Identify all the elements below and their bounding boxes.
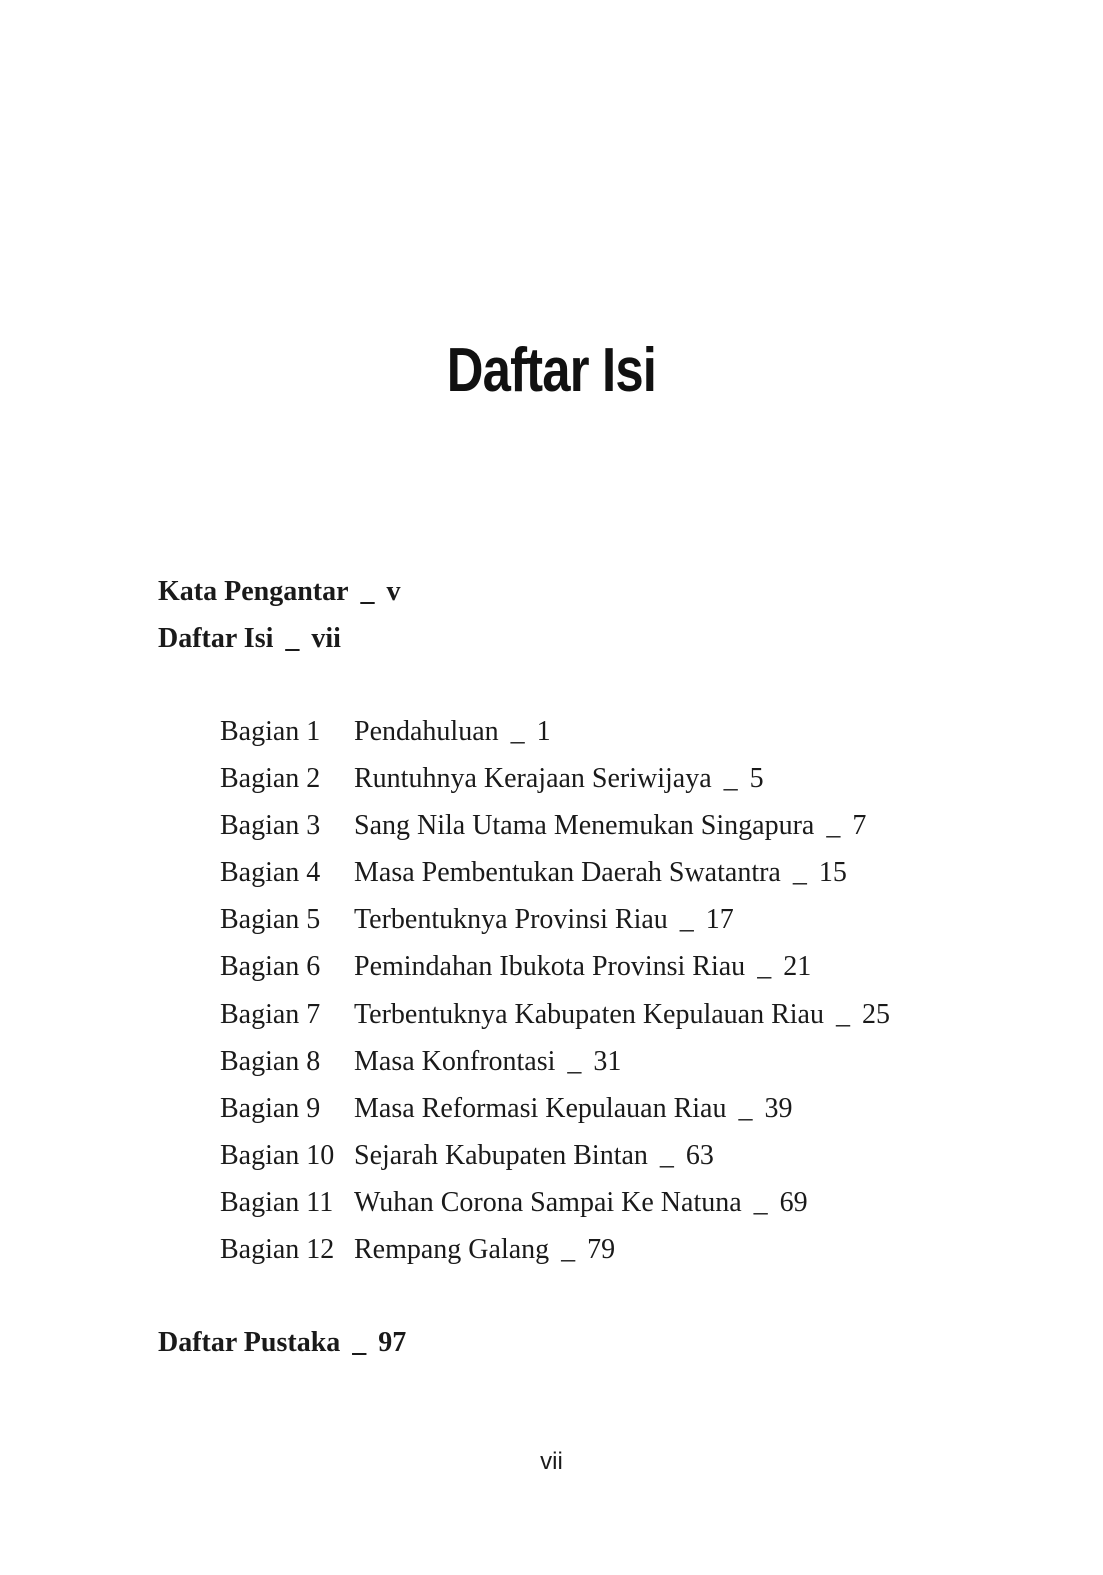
toc-separator: _ [285,623,300,654]
back-matter-list [158,1323,406,1370]
chapter-label: Bagian 7 [220,998,321,1030]
chapter-page: 63 [685,1139,714,1171]
chapter-row [220,1089,890,1136]
toc-page-number: vii [311,623,341,654]
chapter-page: 1 [536,716,551,747]
chapter-row [220,1230,890,1277]
toc-separator: _ [659,1139,674,1171]
chapter-title: Wuhan Corona Sampai Ke Natuna [354,1186,742,1218]
toc-entry-daftar-isi [158,619,401,666]
toc-separator: _ [567,1045,582,1077]
chapter-page: 31 [593,1045,622,1077]
chapter-row [220,712,890,759]
chapter-title: Sang Nila Utama Menemukan Singapura [354,810,815,842]
page-folio: vii [540,1448,563,1475]
toc-entry-kata-pengantar [158,572,401,619]
toc-entry-title: Daftar Isi [158,623,274,654]
toc-separator: _ [835,998,850,1030]
chapter-label: Bagian 5 [220,904,321,936]
chapter-title: Masa Pembentukan Daerah Swatantra [354,857,781,889]
toc-separator: _ [826,810,841,842]
toc-page-number: v [386,576,401,607]
chapter-label: Bagian 10 [220,1139,335,1171]
chapter-title: Rempang Galang [354,1234,550,1266]
chapter-label: Bagian 4 [220,857,321,889]
chapter-page: 7 [852,810,867,842]
toc-separator: _ [360,576,375,607]
chapter-label: Bagian 2 [220,763,321,795]
chapter-label: Bagian 3 [220,810,321,842]
toc-separator: _ [792,857,807,889]
toc-separator: _ [561,1234,576,1266]
chapter-title: Terbentuknya Kabupaten Kepulauan Riau [354,998,824,1030]
toc-separator: _ [753,1186,768,1218]
chapter-row [220,995,890,1042]
chapter-page: 21 [783,951,812,983]
chapter-page: 69 [779,1186,808,1218]
toc-separator: _ [510,716,525,747]
chapter-page: 79 [587,1234,616,1266]
toc-entry-title: Kata Pengantar [158,576,349,607]
chapter-title: Terbentuknya Provinsi Riau [354,904,668,936]
chapter-label: Bagian 11 [220,1186,334,1218]
chapter-list [220,712,890,1277]
toc-entry-daftar-pustaka [158,1323,406,1370]
chapter-label: Bagian 6 [220,951,321,983]
chapter-title: Masa Konfrontasi [354,1045,556,1077]
toc-separator: _ [738,1092,753,1124]
toc-entry-title: Daftar Pustaka [158,1327,341,1358]
chapter-label: Bagian 12 [220,1234,335,1266]
chapter-label: Bagian 9 [220,1092,321,1124]
chapter-label: Bagian 1 [220,716,321,747]
page-title: Daftar Isi [446,336,657,405]
chapter-title: Masa Reformasi Kepulauan Riau [354,1092,727,1124]
chapter-row [220,759,890,806]
chapter-page: 39 [764,1092,793,1124]
chapter-title: Pendahuluan [354,716,499,747]
chapter-page: 25 [861,998,890,1030]
chapter-title: Pemindahan Ibukota Provinsi Riau [354,951,746,983]
chapter-page: 5 [749,763,764,795]
toc-separator: _ [679,904,694,936]
chapter-row [220,1136,890,1183]
chapter-title: Runtuhnya Kerajaan Seriwijaya [354,763,712,795]
chapter-row [220,853,890,900]
chapter-label: Bagian 8 [220,1045,321,1077]
chapter-row [220,947,890,994]
chapter-row [220,1183,890,1230]
front-matter-list [158,572,401,666]
chapter-title: Sejarah Kabupaten Bintan [354,1139,648,1171]
toc-separator: _ [352,1327,367,1358]
toc-page-number: 97 [378,1327,407,1358]
chapter-row [220,806,890,853]
chapter-row [220,900,890,947]
chapter-page: 17 [705,904,734,936]
toc-separator: _ [757,951,772,983]
chapter-page: 15 [818,857,847,889]
chapter-row [220,1042,890,1089]
toc-separator: _ [723,763,738,795]
